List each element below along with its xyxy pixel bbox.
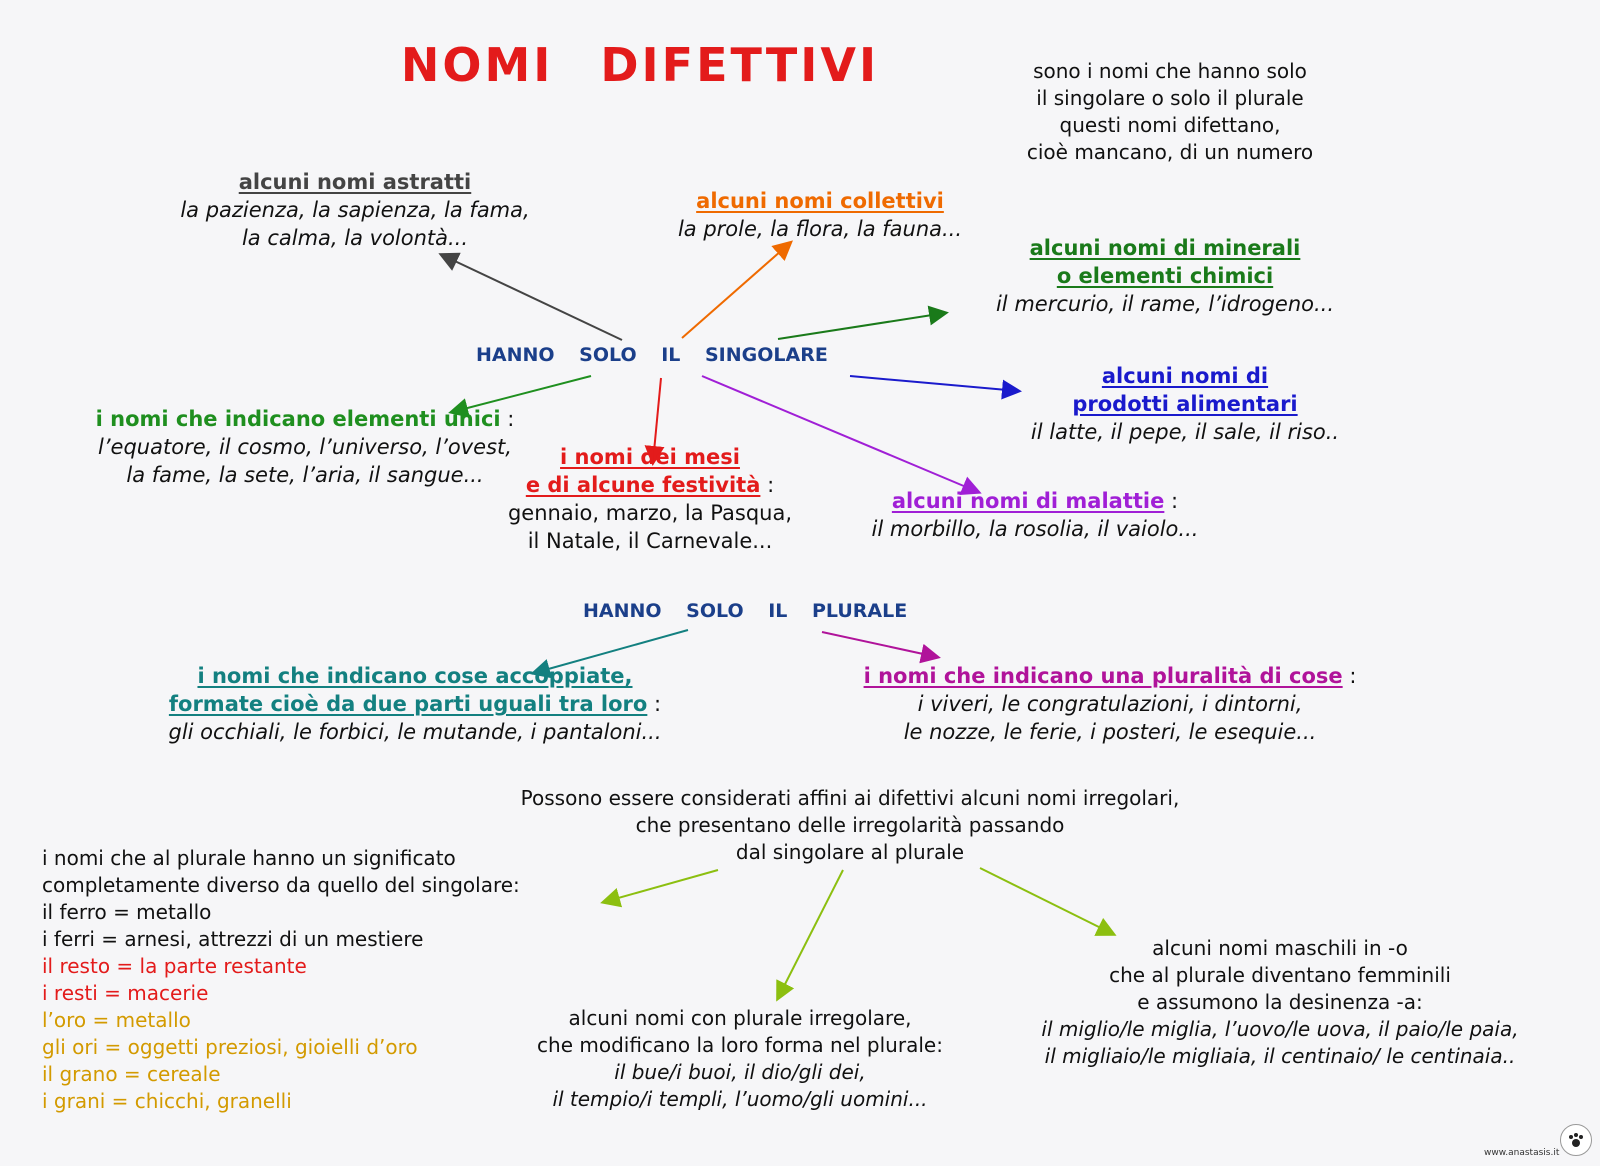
node-unici-heading: i nomi che indicano elementi unici — [95, 407, 501, 431]
arrow-astratti — [442, 255, 622, 340]
arrow-pluralita — [822, 632, 937, 657]
footer-site: www.anastasis.it — [1484, 1148, 1560, 1158]
node-pluralita: i nomi che indicano una pluralità di cose : i viveri, le congratulazioni, i dintorni, le nozze, le ferie, i posteri, le esequie... — [863, 664, 1357, 744]
node-mesi-heading-1: i nomi dei mesi — [560, 445, 740, 469]
example-line: gli ori = oggetti preziosi, gioielli d’oro — [42, 1035, 418, 1059]
node-alimentari: alcuni nomi di prodotti alimentari il latte, il pepe, il sale, il riso.. — [1015, 362, 1355, 446]
intro-definition: sono i nomi che hanno solo il singolare o solo il plurale questi nomi difettano, cioè mancano, di un numero — [1026, 59, 1314, 164]
page-title: NOMI DIFETTIVI — [400, 38, 880, 92]
arrow-plurale-irregolare — [778, 870, 843, 998]
node-alimentari-heading-2: prodotti alimentari — [1072, 392, 1298, 416]
example-line: i resti = macerie — [42, 981, 209, 1005]
node-minerali-heading-2: o elementi chimici — [1056, 264, 1274, 288]
node-malattie-heading: alcuni nomi di malattie — [891, 489, 1165, 513]
hub-singolare: HANNO SOLO IL SINGOLARE — [476, 344, 828, 366]
node-mesi-heading-2: e di alcune festività — [525, 473, 761, 497]
example-line: i ferri = arnesi, attrezzi di un mestiere — [42, 927, 424, 951]
arrow-alimentari — [850, 376, 1018, 391]
node-collettivi-heading: alcuni nomi collettivi — [696, 189, 944, 213]
node-significato: i nomi che al plurale hanno un significato completamente diverso da quello del singolare: il ferro = metallo i ferri = arnesi, attrezzi di un mestiere il resto = la parte restante i resti = macerie l’oro = metallo gli ori = oggetti preziosi, gioielli d’oro il grano = cereale i grani = chicchi, granelli — [42, 845, 602, 1115]
node-unici: i nomi che indicano elementi unici : l’equatore, il cosmo, l’universo, l’ovest, la fame, la sete, l’aria, il sangue... — [95, 407, 515, 487]
node-collettivi: alcuni nomi collettivi la prole, la flora, la fauna... — [650, 187, 990, 243]
arrow-significato — [604, 870, 718, 902]
arrow-minerali — [778, 313, 945, 339]
example-line: il grano = cereale — [42, 1062, 221, 1086]
node-astratti-heading: alcuni nomi astratti — [238, 170, 472, 194]
node-plurale-irregolare: alcuni nomi con plurale irregolare, che modificano la loro forma nel plurale: il bue/i buoi, il dio/gli dei, il tempio/i templi, l’uomo/gli uomini... — [537, 1006, 943, 1111]
paw-icon — [1561, 1125, 1591, 1155]
example-line: il ferro = metallo — [42, 900, 212, 924]
node-minerali: alcuni nomi di minerali o elementi chimici il mercurio, il rame, l’idrogeno... — [975, 234, 1355, 318]
arrow-collettivi — [682, 243, 790, 338]
node-pluralita-heading: i nomi che indicano una pluralità di cose — [863, 664, 1343, 688]
node-minerali-heading-1: alcuni nomi di minerali — [1029, 236, 1301, 260]
node-accoppiate: i nomi che indicano cose accoppiate, formate cioè da due parti uguali tra loro : gli occhiali, le forbici, le mutande, i pantaloni... — [120, 662, 710, 746]
node-maschili: alcuni nomi maschili in -o che al plurale diventano femminili e assumono la desinenza -a: il miglio/le miglia, l’uovo/le uova, il paio/le paia, il migliaio/le migliaia, il centinaio/ le centinaia.. — [1041, 936, 1519, 1068]
node-accoppiate-heading-1: i nomi che indicano cose accoppiate, — [197, 664, 633, 688]
example-line: i grani = chicchi, granelli — [42, 1089, 292, 1113]
arrow-maschili — [980, 868, 1113, 934]
node-accoppiate-heading-2: formate cioè da due parti uguali tra loro — [168, 692, 648, 716]
node-malattie: alcuni nomi di malattie : il morbillo, la rosolia, il vaiolo... — [871, 489, 1199, 541]
example-line: il resto = la parte restante — [42, 954, 307, 978]
node-mesi: i nomi dei mesi e di alcune festività : gennaio, marzo, la Pasqua, il Natale, il Carnevale... — [480, 443, 820, 555]
node-astratti: alcuni nomi astratti la pazienza, la sapienza, la fama, la calma, la volontà... — [140, 168, 570, 252]
hub-plurale: HANNO SOLO IL PLURALE — [583, 600, 908, 622]
example-line: l’oro = metallo — [42, 1008, 191, 1032]
node-alimentari-heading-1: alcuni nomi di — [1101, 364, 1269, 388]
supermappe-logo-icon — [1560, 1124, 1592, 1156]
irregolari-intro: Possono essere considerati affini ai difettivi alcuni nomi irregolari, che presentano delle irregolarità passando dal singolare al plurale — [520, 786, 1180, 864]
